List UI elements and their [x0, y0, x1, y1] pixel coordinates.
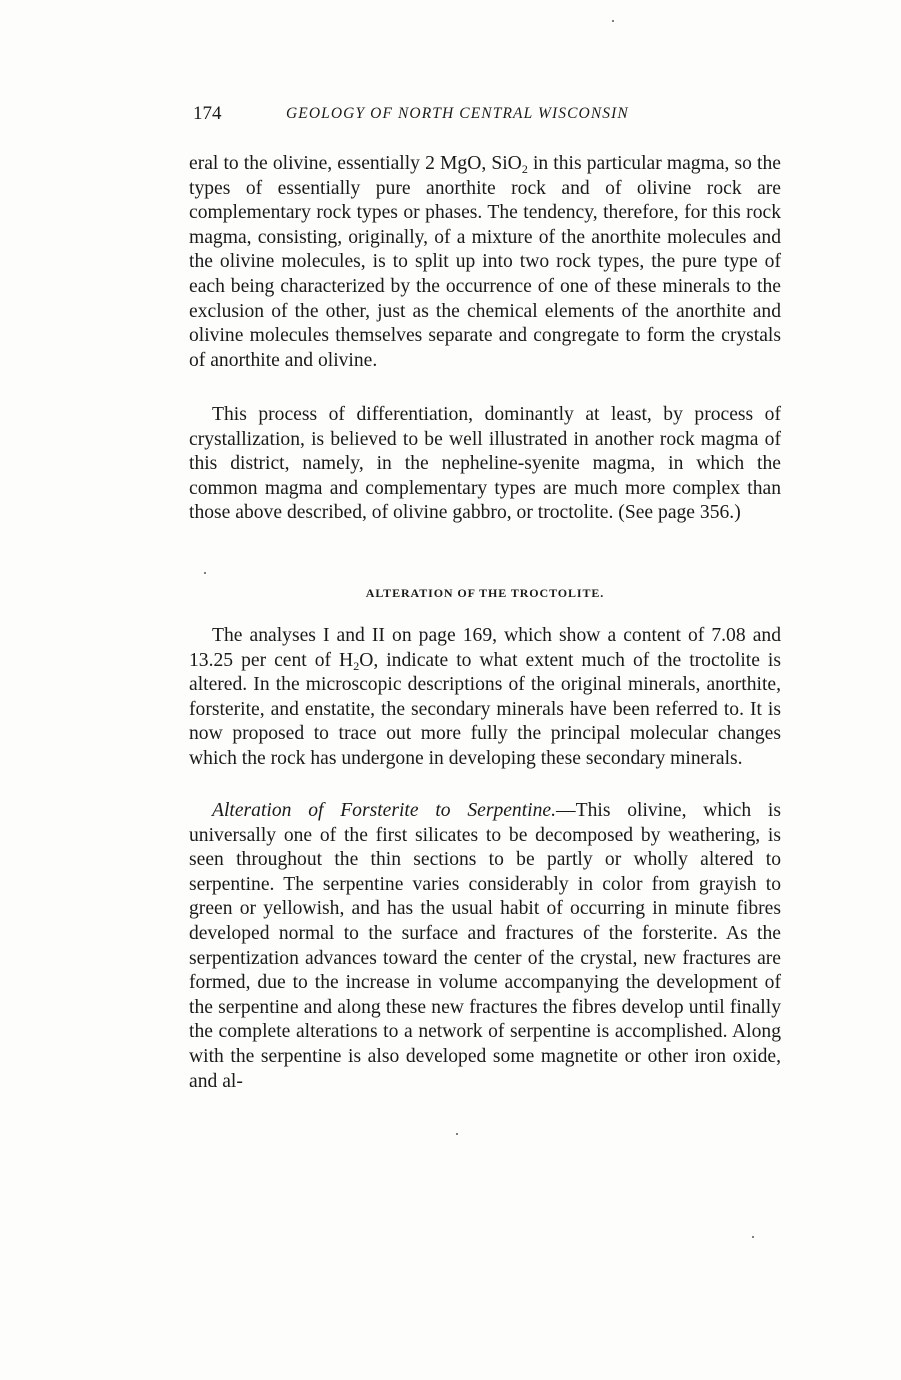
- section-heading: ALTERATION OF THE TROCTOLITE.: [365, 586, 605, 600]
- subscript: 2: [521, 162, 528, 176]
- paragraph-forsterite-alteration: [189, 799, 781, 1094]
- paper-speck: [456, 1133, 458, 1135]
- page-number: 174: [193, 103, 222, 124]
- paragraph-text: This process of differentiation, dominantly at least, by process of crystallization, is believed to be well illustrated in another rock magma of this district, namely, in the nepheline-syenite magma, in which the common magma and complementary types are much more complex than those above described, of olivine gabbro, or troctolite. (See page 356.): [189, 404, 781, 524]
- paragraph-analyses: [189, 624, 781, 772]
- paragraph-continued: [189, 152, 781, 373]
- paragraph-text: —This olivine, which is universally one of the first silicates to be decomposed by weathering, is seen throughout the thin sections to be partly or wholly altered to serpentine. The serpentine varies considerably in color from grayish to green or yellowish, and has the usual habit of occurring in minute fibres developed normal to the surface and fractures of the forsterite. As the serpentization advances toward the center of the crystal, new fractures are formed, due to the increase in volume accompanying the development of the serpentine and along these new fractures the fibres develop until finally the complete alterations to a network of serpentine is accomplished. Along with the serpentine is also developed some magnetite or other iron oxide, and al-: [189, 800, 781, 1092]
- running-head: [193, 103, 793, 127]
- paragraph-text: O, indicate to what extent much of the troctolite is altered. In the microscopic descriptions of the original minerals, anorthite, forsterite, and enstatite, the secondary minerals have been referred to. It is now proposed to trace out more fully the principal molecular changes which the rock has undergone in developing these secondary minerals.: [189, 649, 781, 769]
- paragraph-subhead: Alteration of Forsterite to Serpentine.: [212, 800, 557, 821]
- paper-speck: [204, 572, 206, 574]
- paragraph-differentiation: [189, 403, 781, 526]
- paragraph-text: The analyses I and II on page 169, which show a content of 7.08 and 13.25 per cent of H: [189, 625, 781, 671]
- paper-speck: [752, 1236, 754, 1238]
- paper-speck: [612, 20, 614, 22]
- running-title: GEOLOGY OF NORTH CENTRAL WISCONSIN: [286, 105, 629, 122]
- subscript: 2: [353, 658, 360, 673]
- paragraph-text: eral to the olivine, essentially 2 MgO, SiO: [189, 153, 522, 174]
- paragraph-text: in this particular magma, so the types of essentially pure anorthite rock and of olivine rock are complementary rock types or phases. The tendency, therefore, for this rock magma, consisting, originally, of a mixture of the anorthite molecules and the olivine molecules, is to split up into two rock types, the pure type of each being characterized by the occurrence of one of these minerals to the exclusion of the other, just as the chemical elements of the anorthite and olivine molecules themselves separate and congregate to form the crystals of anorthite and olivine.: [189, 153, 781, 371]
